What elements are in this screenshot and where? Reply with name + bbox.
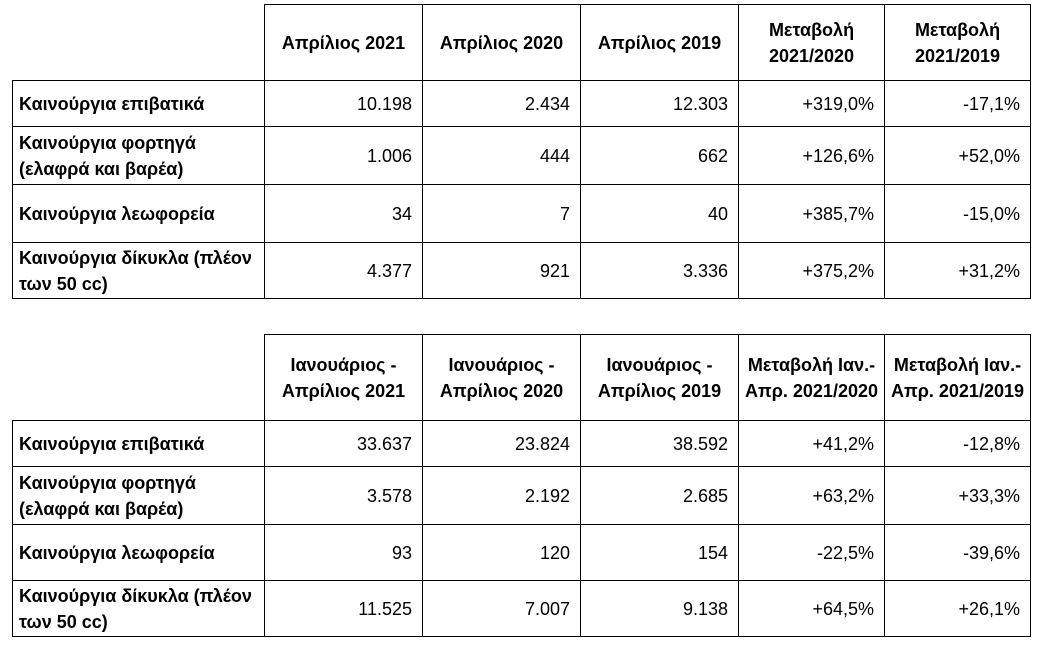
cell: -15,0% [885, 185, 1031, 243]
column-header: Μεταβολή 2021/2020 [739, 5, 885, 81]
column-header: Μεταβολή 2021/2019 [885, 5, 1031, 81]
cell: 2.685 [581, 467, 739, 525]
cell: +26,1% [885, 581, 1031, 637]
table-row [13, 525, 1031, 581]
row-label: Καινούργια φορτηγά (ελαφρά και βαρέα) [13, 467, 265, 525]
cell: 38.592 [581, 421, 739, 467]
column-header: Απρίλιος 2021 [265, 5, 423, 81]
cell: 154 [581, 525, 739, 581]
corner-cell [13, 5, 265, 81]
april-registrations-table [12, 4, 1031, 299]
column-header: Ιανουάριος - Απρίλιος 2021 [265, 335, 423, 421]
cell: +63,2% [739, 467, 885, 525]
header-row [13, 335, 1031, 421]
row-label: Καινούργια δίκυκλα (πλέον των 50 cc) [13, 581, 265, 637]
cell: +385,7% [739, 185, 885, 243]
column-header: Μεταβολή Ιαν.-Απρ. 2021/2020 [739, 335, 885, 421]
cell: 3.336 [581, 243, 739, 299]
cell: 12.303 [581, 81, 739, 127]
cell: 10.198 [265, 81, 423, 127]
jan-apr-registrations-table [12, 334, 1031, 637]
cell: -17,1% [885, 81, 1031, 127]
cell: 2.192 [423, 467, 581, 525]
row-label: Καινούργια λεωφορεία [13, 525, 265, 581]
cell: 120 [423, 525, 581, 581]
cell: 1.006 [265, 127, 423, 185]
cell: +319,0% [739, 81, 885, 127]
cell: 34 [265, 185, 423, 243]
column-header: Ιανουάριος - Απρίλιος 2019 [581, 335, 739, 421]
cell: 7.007 [423, 581, 581, 637]
table-row [13, 127, 1031, 185]
cell: 3.578 [265, 467, 423, 525]
cell: 33.637 [265, 421, 423, 467]
table-row [13, 185, 1031, 243]
column-header: Ιανουάριος - Απρίλιος 2020 [423, 335, 581, 421]
corner-cell [13, 335, 265, 421]
cell: -22,5% [739, 525, 885, 581]
cell: +126,6% [739, 127, 885, 185]
table-row [13, 581, 1031, 637]
table-row [13, 243, 1031, 299]
cell: -39,6% [885, 525, 1031, 581]
cell: +41,2% [739, 421, 885, 467]
cell: 444 [423, 127, 581, 185]
column-header: Απρίλιος 2020 [423, 5, 581, 81]
cell: 9.138 [581, 581, 739, 637]
cell: 662 [581, 127, 739, 185]
cell: +64,5% [739, 581, 885, 637]
cell: -12,8% [885, 421, 1031, 467]
row-label: Καινούργια επιβατικά [13, 81, 265, 127]
cell: 4.377 [265, 243, 423, 299]
table-row [13, 421, 1031, 467]
header-row [13, 5, 1031, 81]
table-row [13, 467, 1031, 525]
cell: 7 [423, 185, 581, 243]
cell: 11.525 [265, 581, 423, 637]
cell: 2.434 [423, 81, 581, 127]
cell: +33,3% [885, 467, 1031, 525]
column-header: Μεταβολή Ιαν.-Απρ. 2021/2019 [885, 335, 1031, 421]
column-header: Απρίλιος 2019 [581, 5, 739, 81]
cell: 23.824 [423, 421, 581, 467]
cell: 40 [581, 185, 739, 243]
cell: +31,2% [885, 243, 1031, 299]
cell: +52,0% [885, 127, 1031, 185]
row-label: Καινούργια λεωφορεία [13, 185, 265, 243]
row-label: Καινούργια δίκυκλα (πλέον των 50 cc) [13, 243, 265, 299]
row-label: Καινούργια επιβατικά [13, 421, 265, 467]
row-label: Καινούργια φορτηγά (ελαφρά και βαρέα) [13, 127, 265, 185]
cell: 93 [265, 525, 423, 581]
cell: 921 [423, 243, 581, 299]
cell: +375,2% [739, 243, 885, 299]
table-row [13, 81, 1031, 127]
